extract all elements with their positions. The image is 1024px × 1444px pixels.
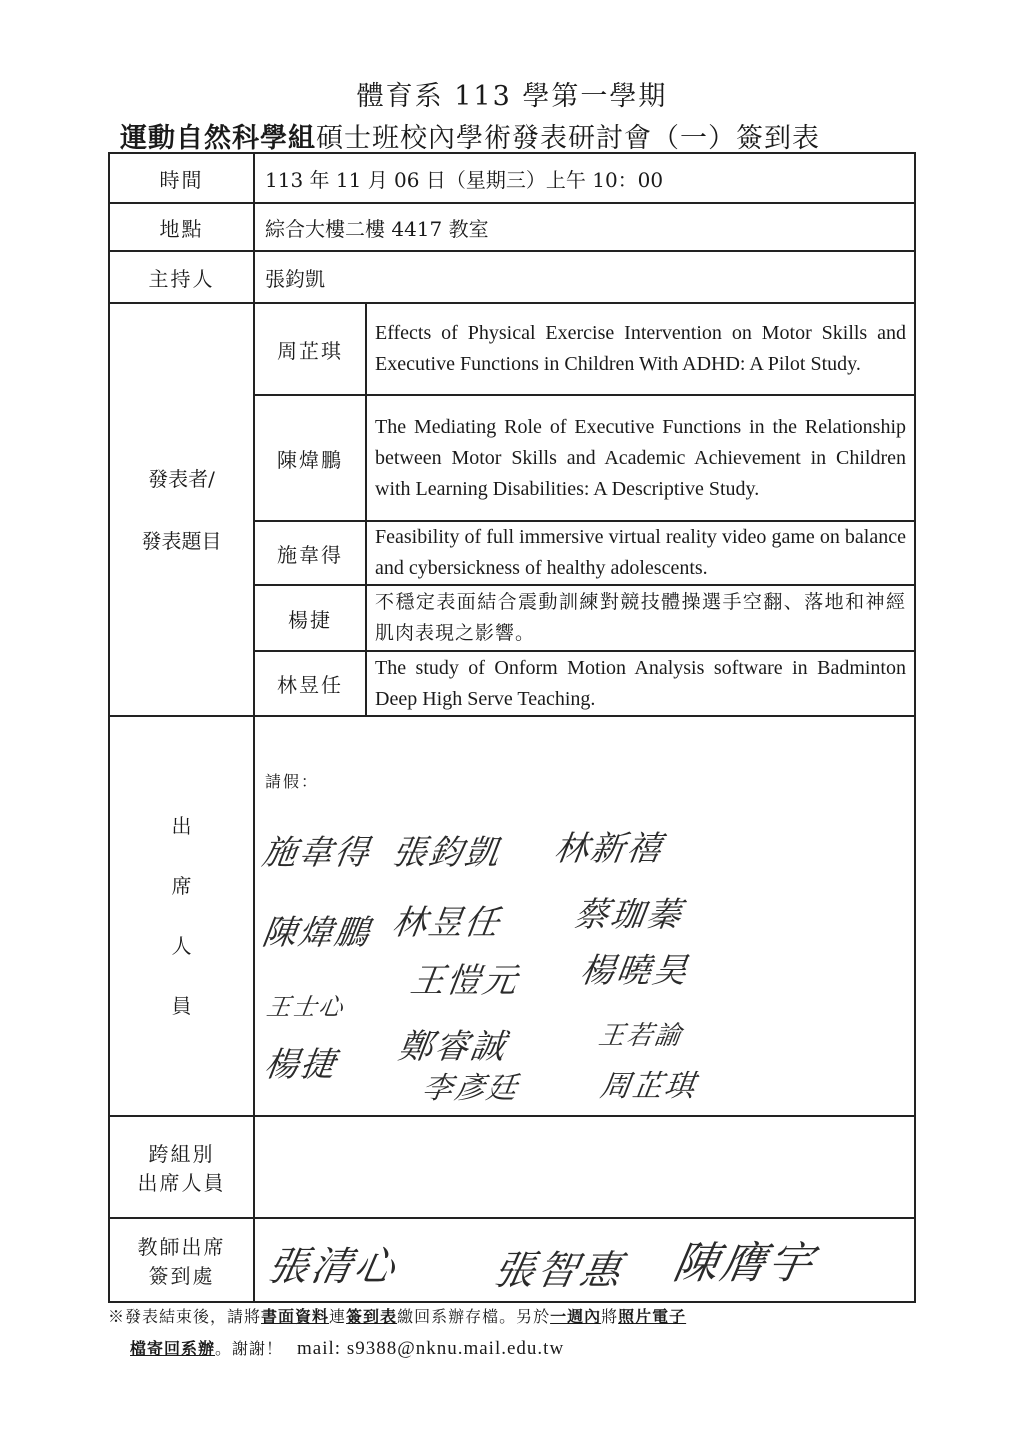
presenter-label bbox=[109, 303, 254, 716]
time-label: 時間 bbox=[109, 153, 254, 203]
cross-group-label-line1: 跨組別 bbox=[148, 1142, 215, 1166]
presenter-title: The Mediating Role of Executive Functions in the Relationship between Motor Skills and Academic Achievement in Children with Learning Disabilities: A Descriptive Study. bbox=[366, 395, 915, 521]
attendee-signature: 林新禧 bbox=[551, 829, 666, 869]
presenter-title: The study of Onform Motion Analysis software in Badminton Deep High Serve Teaching. bbox=[366, 651, 915, 716]
attendees-signature-area bbox=[254, 716, 915, 1116]
presenter-name: 陳煒鵬 bbox=[254, 395, 366, 521]
leave-label: 請假： bbox=[265, 772, 320, 791]
teacher-signature: 張清心 bbox=[264, 1244, 402, 1290]
time-row bbox=[109, 153, 915, 203]
attendees-label-char: 席 bbox=[171, 874, 192, 898]
presenter-name: 楊捷 bbox=[254, 585, 366, 651]
attendee-signature: 楊捷 bbox=[261, 1045, 340, 1085]
teachers-signature-area bbox=[254, 1218, 915, 1302]
attendee-signature: 楊曉昊 bbox=[577, 951, 692, 991]
attendees-label-char: 出 bbox=[171, 814, 192, 838]
attendee-signature: 陳煒鵬 bbox=[259, 913, 374, 953]
teachers-label bbox=[109, 1218, 254, 1302]
attendee-signature: 林昱任 bbox=[389, 903, 504, 943]
teachers-label-line1: 教師出席 bbox=[137, 1235, 226, 1259]
footer-text: 連 bbox=[329, 1307, 347, 1326]
attendee-signature: 王士心 bbox=[264, 993, 347, 1021]
footer-emphasis: 照片電子 bbox=[618, 1307, 687, 1326]
footer-note-line2 bbox=[130, 1336, 564, 1360]
teacher-signature: 張智惠 bbox=[490, 1248, 628, 1294]
time-value: 113 年 11 月 06 日（星期三）上午 10：00 bbox=[254, 153, 915, 203]
attendee-signature: 王愷元 bbox=[407, 961, 522, 1001]
cross-group-signature-area bbox=[254, 1116, 915, 1218]
footer-text: 繳回系辦存檔。另於 bbox=[397, 1307, 551, 1326]
teachers-row bbox=[109, 1218, 915, 1302]
attendee-signature: 李彥廷 bbox=[420, 1071, 521, 1106]
form-title-line1: 體育系 113 學第一學期 bbox=[356, 81, 668, 112]
footer-text: 將 bbox=[601, 1307, 619, 1326]
attendee-signature: 周芷琪 bbox=[598, 1069, 699, 1104]
place-value: 綜合大樓二樓 4417 教室 bbox=[254, 203, 915, 251]
presenter-title: Effects of Physical Exercise Intervention on Motor Skills and Executive Functions in Children With ADHD: A Pilot Study. bbox=[366, 303, 915, 395]
place-row bbox=[109, 203, 915, 251]
cross-group-row bbox=[109, 1116, 915, 1218]
presenter-row bbox=[109, 303, 915, 395]
footer-emphasis: 書面資料 bbox=[261, 1307, 330, 1326]
footer-note-line1 bbox=[108, 1304, 686, 1327]
attendee-signature: 王若諭 bbox=[596, 1021, 685, 1051]
attendees-label bbox=[109, 716, 254, 1116]
presenter-name: 林昱任 bbox=[254, 651, 366, 716]
form-title-rest: 碩士班校內學術發表研討會（一）簽到表 bbox=[316, 123, 820, 154]
attendees-label-char: 人 bbox=[171, 934, 192, 958]
presenter-title: Feasibility of full immersive virtual reality video game on balance and cybersickness of healthy adolescents. bbox=[366, 521, 915, 585]
place-label: 地點 bbox=[109, 203, 254, 251]
group-name: 運動自然科學組 bbox=[120, 123, 316, 154]
teachers-label-line2: 簽到處 bbox=[148, 1264, 215, 1288]
teacher-signature: 陳膺宇 bbox=[669, 1238, 820, 1289]
attendee-signature: 鄭睿誠 bbox=[395, 1027, 510, 1067]
presenter-label-line2: 發表題目 bbox=[141, 528, 222, 553]
footer-emphasis: 檔寄回系辦 bbox=[130, 1339, 216, 1358]
footer-emphasis: 一週內 bbox=[550, 1307, 602, 1326]
contact-email: mail: s9388@nknu.mail.edu.tw bbox=[297, 1338, 565, 1359]
attendee-signature: 蔡珈蓁 bbox=[571, 895, 686, 935]
cross-group-label-line2: 出席人員 bbox=[137, 1171, 226, 1195]
attendees-row bbox=[109, 716, 915, 1116]
attendee-signature: 施韋得 bbox=[259, 833, 374, 873]
host-value: 張鈞凱 bbox=[254, 251, 915, 303]
cross-group-label bbox=[109, 1116, 254, 1218]
host-label: 主持人 bbox=[109, 251, 254, 303]
presenter-name: 施韋得 bbox=[254, 521, 366, 585]
host-row bbox=[109, 251, 915, 303]
sign-in-table bbox=[108, 152, 916, 1303]
presenter-label-line1: 發表者/ bbox=[148, 466, 215, 491]
presenter-name: 周芷琪 bbox=[254, 303, 366, 395]
attendees-label-char: 員 bbox=[171, 994, 192, 1018]
footer-text: ※發表結束後，請將 bbox=[108, 1307, 262, 1326]
presenter-title: 不穩定表面結合震動訓練對競技體操選手空翻、落地和神經肌肉表現之影響。 bbox=[366, 585, 915, 651]
form-title-line2 bbox=[120, 116, 820, 155]
footer-text: 。謝謝！ bbox=[215, 1339, 284, 1358]
footer-emphasis: 簽到表 bbox=[346, 1307, 398, 1326]
attendee-signature: 張鈞凱 bbox=[389, 833, 504, 873]
